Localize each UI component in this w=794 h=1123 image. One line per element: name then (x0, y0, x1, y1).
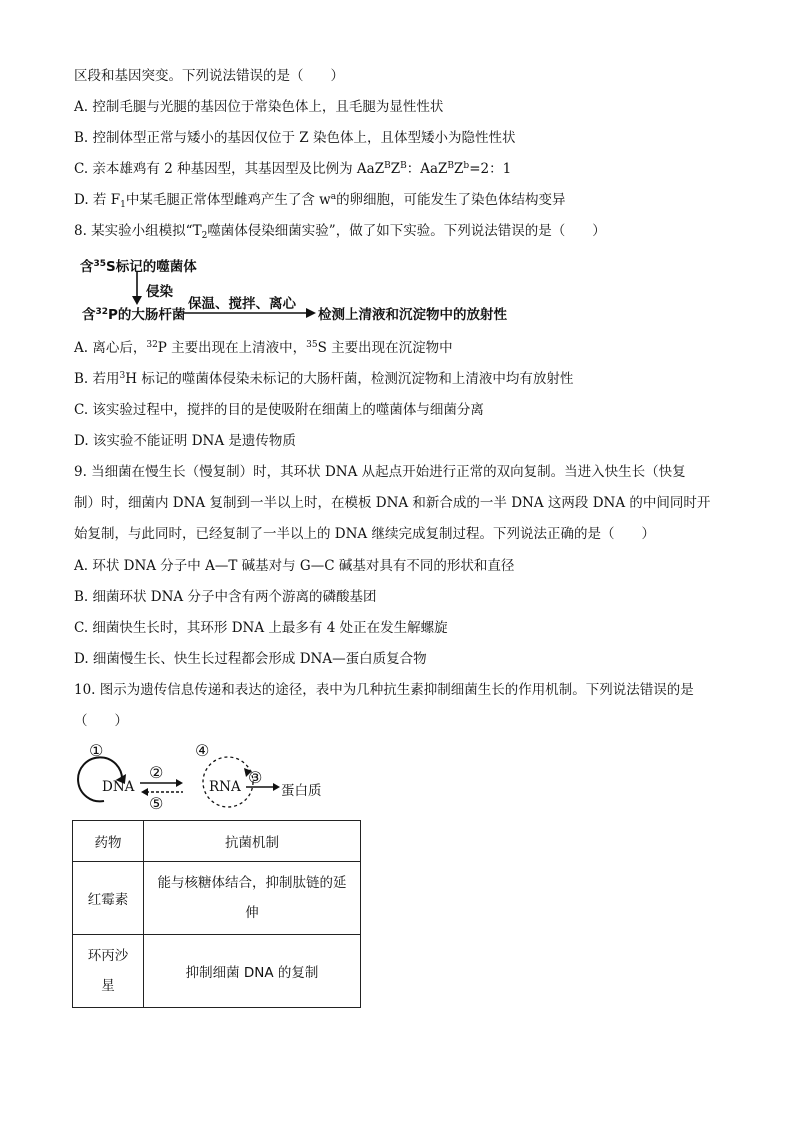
result-label: 检测上清液和沉淀物中的放射性 (318, 307, 507, 323)
q8-option-a: A. 离心后，$^{32}$P 主要出现在上清液中，$^{35}$S 主要出现在沉淀物中 (74, 340, 453, 356)
table-header-mechanism: 抗菌机制 (144, 821, 361, 862)
q10-stem-line-1: 10. 图示为遗传信息传递和表达的途径，表中为几种抗生素抑制细菌生长的作用机制。下列说法错误的是 (74, 682, 694, 698)
q7-stem: 区段和基因突变。下列说法错误的是（ ） (74, 68, 344, 84)
q7-option-b: B. 控制体型正常与矮小的基因仅位于 Z 染色体上，且体型矮小为隐性性状 (74, 130, 516, 146)
rna-label: RNA (209, 779, 241, 795)
q7-option-c: C. 亲本雄鸡有 2 种基因型，其基因型及比例为 $AaZ^BZ^B$：$AaZ^BZ^b=2$：1 (74, 161, 512, 177)
marker-2: ② (149, 763, 164, 782)
table-row (73, 935, 361, 1008)
q9-option-d: D. 细菌慢生长、快生长过程都会形成 DNA—蛋白质复合物 (74, 651, 427, 667)
q9-option-c: C. 细菌快生长时，其环形 DNA 上最多有 4 处正在发生解螺旋 (74, 620, 448, 636)
marker-1: ① (89, 741, 104, 760)
q9-stem-line-3: 始复制，与此同时，已经复制了一半以上的 DNA 继续完成复制过程。下列说法正确的是（ ） (74, 526, 655, 542)
q8-arrows (0, 0, 794, 340)
q8-option-b: B. 若用$^3$H 标记的噬菌体侵染未标记的大肠杆菌，检测沉淀物和上清液中均有放射性 (74, 371, 574, 387)
labeled-phage-label: 含$^{35}$S标记的噬菌体 (80, 259, 197, 275)
q8-option-c: C. 该实验过程中，搅拌的目的是使吸附在细菌上的噬菌体与细菌分离 (74, 402, 484, 418)
q7-option-d: D. 若 $F_1$中某毛腿正常体型雌鸡产生了含 $w^a$的卵细胞，可能发生了染色体结构变异 (74, 192, 566, 210)
table-header-row (73, 821, 361, 862)
infect-label: 侵染 (146, 284, 173, 300)
q9-stem-line-1: 9. 当细菌在慢生长（慢复制）时，其环状 DNA 从起点开始进行正常的双向复制。当进入快生长（快复 (74, 464, 686, 480)
mechanism-cell: 能与核糖体结合，抑制肽链的延 伸 (144, 862, 361, 935)
transcription-arrowhead (176, 779, 183, 787)
q9-option-b: B. 细菌环状 DNA 分子中含有两个游离的磷酸基团 (74, 589, 377, 605)
central-dogma-arrows (60, 738, 360, 818)
mechanism-cell: 抑制细菌 DNA 的复制 (144, 935, 361, 1008)
q9-option-a: A. 环状 DNA 分子中 A—T 碱基对与 G—C 碱基对具有不同的形状和直径 (74, 558, 515, 574)
q7-option-a: A. 控制毛腿与光腿的基因位于常染色体上，且毛腿为显性性状 (74, 99, 444, 115)
dna-label: DNA (102, 779, 135, 795)
marker-5: ⑤ (149, 794, 164, 813)
marker-4: ④ (195, 741, 210, 760)
protein-label: 蛋白质 (281, 783, 322, 799)
right-arrow-head (306, 308, 316, 318)
marker-3: ③ (248, 768, 263, 787)
down-arrow-head (132, 296, 142, 305)
reverse-transcription-arrowhead (141, 788, 148, 796)
drug-cell: 红霉素 (73, 862, 144, 935)
drug-cell: 环丙沙 星 (73, 935, 144, 1008)
labeled-ecoli-label: 含$^{32}$P的大肠杆菌 (82, 307, 186, 323)
antibiotic-table (72, 820, 361, 1008)
q8-option-d: D. 该实验不能证明 DNA 是遗传物质 (74, 433, 296, 449)
translation-arrowhead (273, 783, 280, 791)
table-row (73, 862, 361, 935)
steps-label: 保温、搅拌、离心 (188, 296, 296, 312)
q9-stem-line-2: 制）时，细菌内 DNA 复制到一半以上时，在模板 DNA 和新合成的一半 DNA 这两段 DNA 的中间同时开 (74, 495, 711, 511)
q8-stem: 8. 某实验小组模拟“$T_2$噬菌体侵染细菌实验”，做了如下实验。下列说法错误的是（ ） (74, 223, 606, 241)
q10-stem-line-2: （ ） (74, 713, 128, 729)
table-header-drug: 药物 (73, 821, 144, 862)
